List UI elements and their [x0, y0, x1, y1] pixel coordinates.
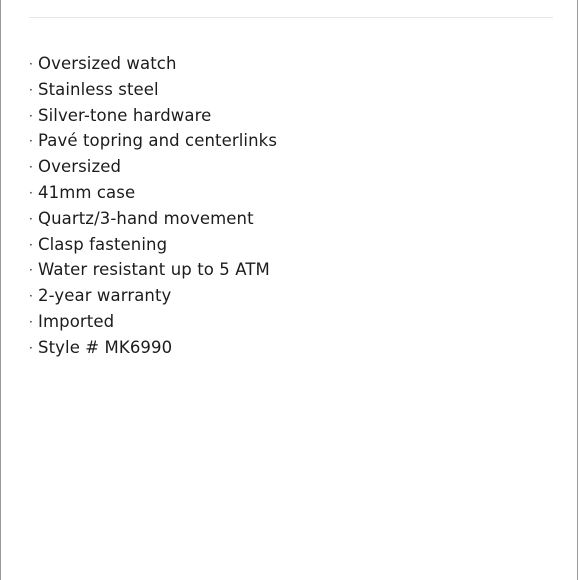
feature-item: [29, 232, 277, 258]
feature-item: [29, 103, 277, 129]
feature-text: Silver-tone hardware: [38, 105, 212, 125]
feature-text: Pavé topring and centerlinks: [38, 131, 278, 151]
bullet-icon: ·: [29, 314, 33, 329]
bullet-icon: ·: [29, 263, 33, 278]
bullet-icon: ·: [29, 211, 33, 226]
bullet-icon: ·: [29, 82, 33, 97]
feature-text: Imported: [38, 311, 115, 331]
bullet-icon: ·: [29, 237, 33, 252]
feature-item: [29, 257, 277, 283]
feature-item: [29, 51, 277, 77]
feature-item: [29, 180, 277, 206]
feature-text: Stainless steel: [38, 79, 159, 99]
feature-text: Water resistant up to 5 ATM: [38, 260, 270, 280]
feature-item: [29, 77, 277, 103]
feature-text: Style # MK6990: [38, 337, 173, 357]
feature-text: Quartz/3-hand movement: [38, 208, 254, 228]
bullet-icon: ·: [29, 160, 33, 175]
feature-text: Oversized watch: [38, 54, 177, 73]
feature-text: Clasp fastening: [38, 234, 168, 254]
bullet-icon: ·: [29, 340, 33, 355]
feature-item: [29, 309, 277, 335]
bullet-icon: ·: [29, 57, 33, 71]
bullet-icon: ·: [29, 289, 33, 304]
bullet-icon: ·: [29, 185, 33, 200]
feature-list: [29, 51, 277, 361]
bullet-icon: ·: [29, 134, 33, 149]
feature-item: [29, 206, 277, 232]
bullet-icon: ·: [29, 108, 33, 123]
feature-text: Oversized: [38, 157, 122, 177]
feature-item: [29, 283, 277, 309]
feature-text: 2-year warranty: [38, 286, 172, 306]
section-divider: [29, 17, 553, 18]
feature-item: [29, 128, 277, 154]
feature-text: 41mm case: [38, 182, 136, 202]
feature-item: [29, 335, 277, 361]
feature-item: [29, 154, 277, 180]
